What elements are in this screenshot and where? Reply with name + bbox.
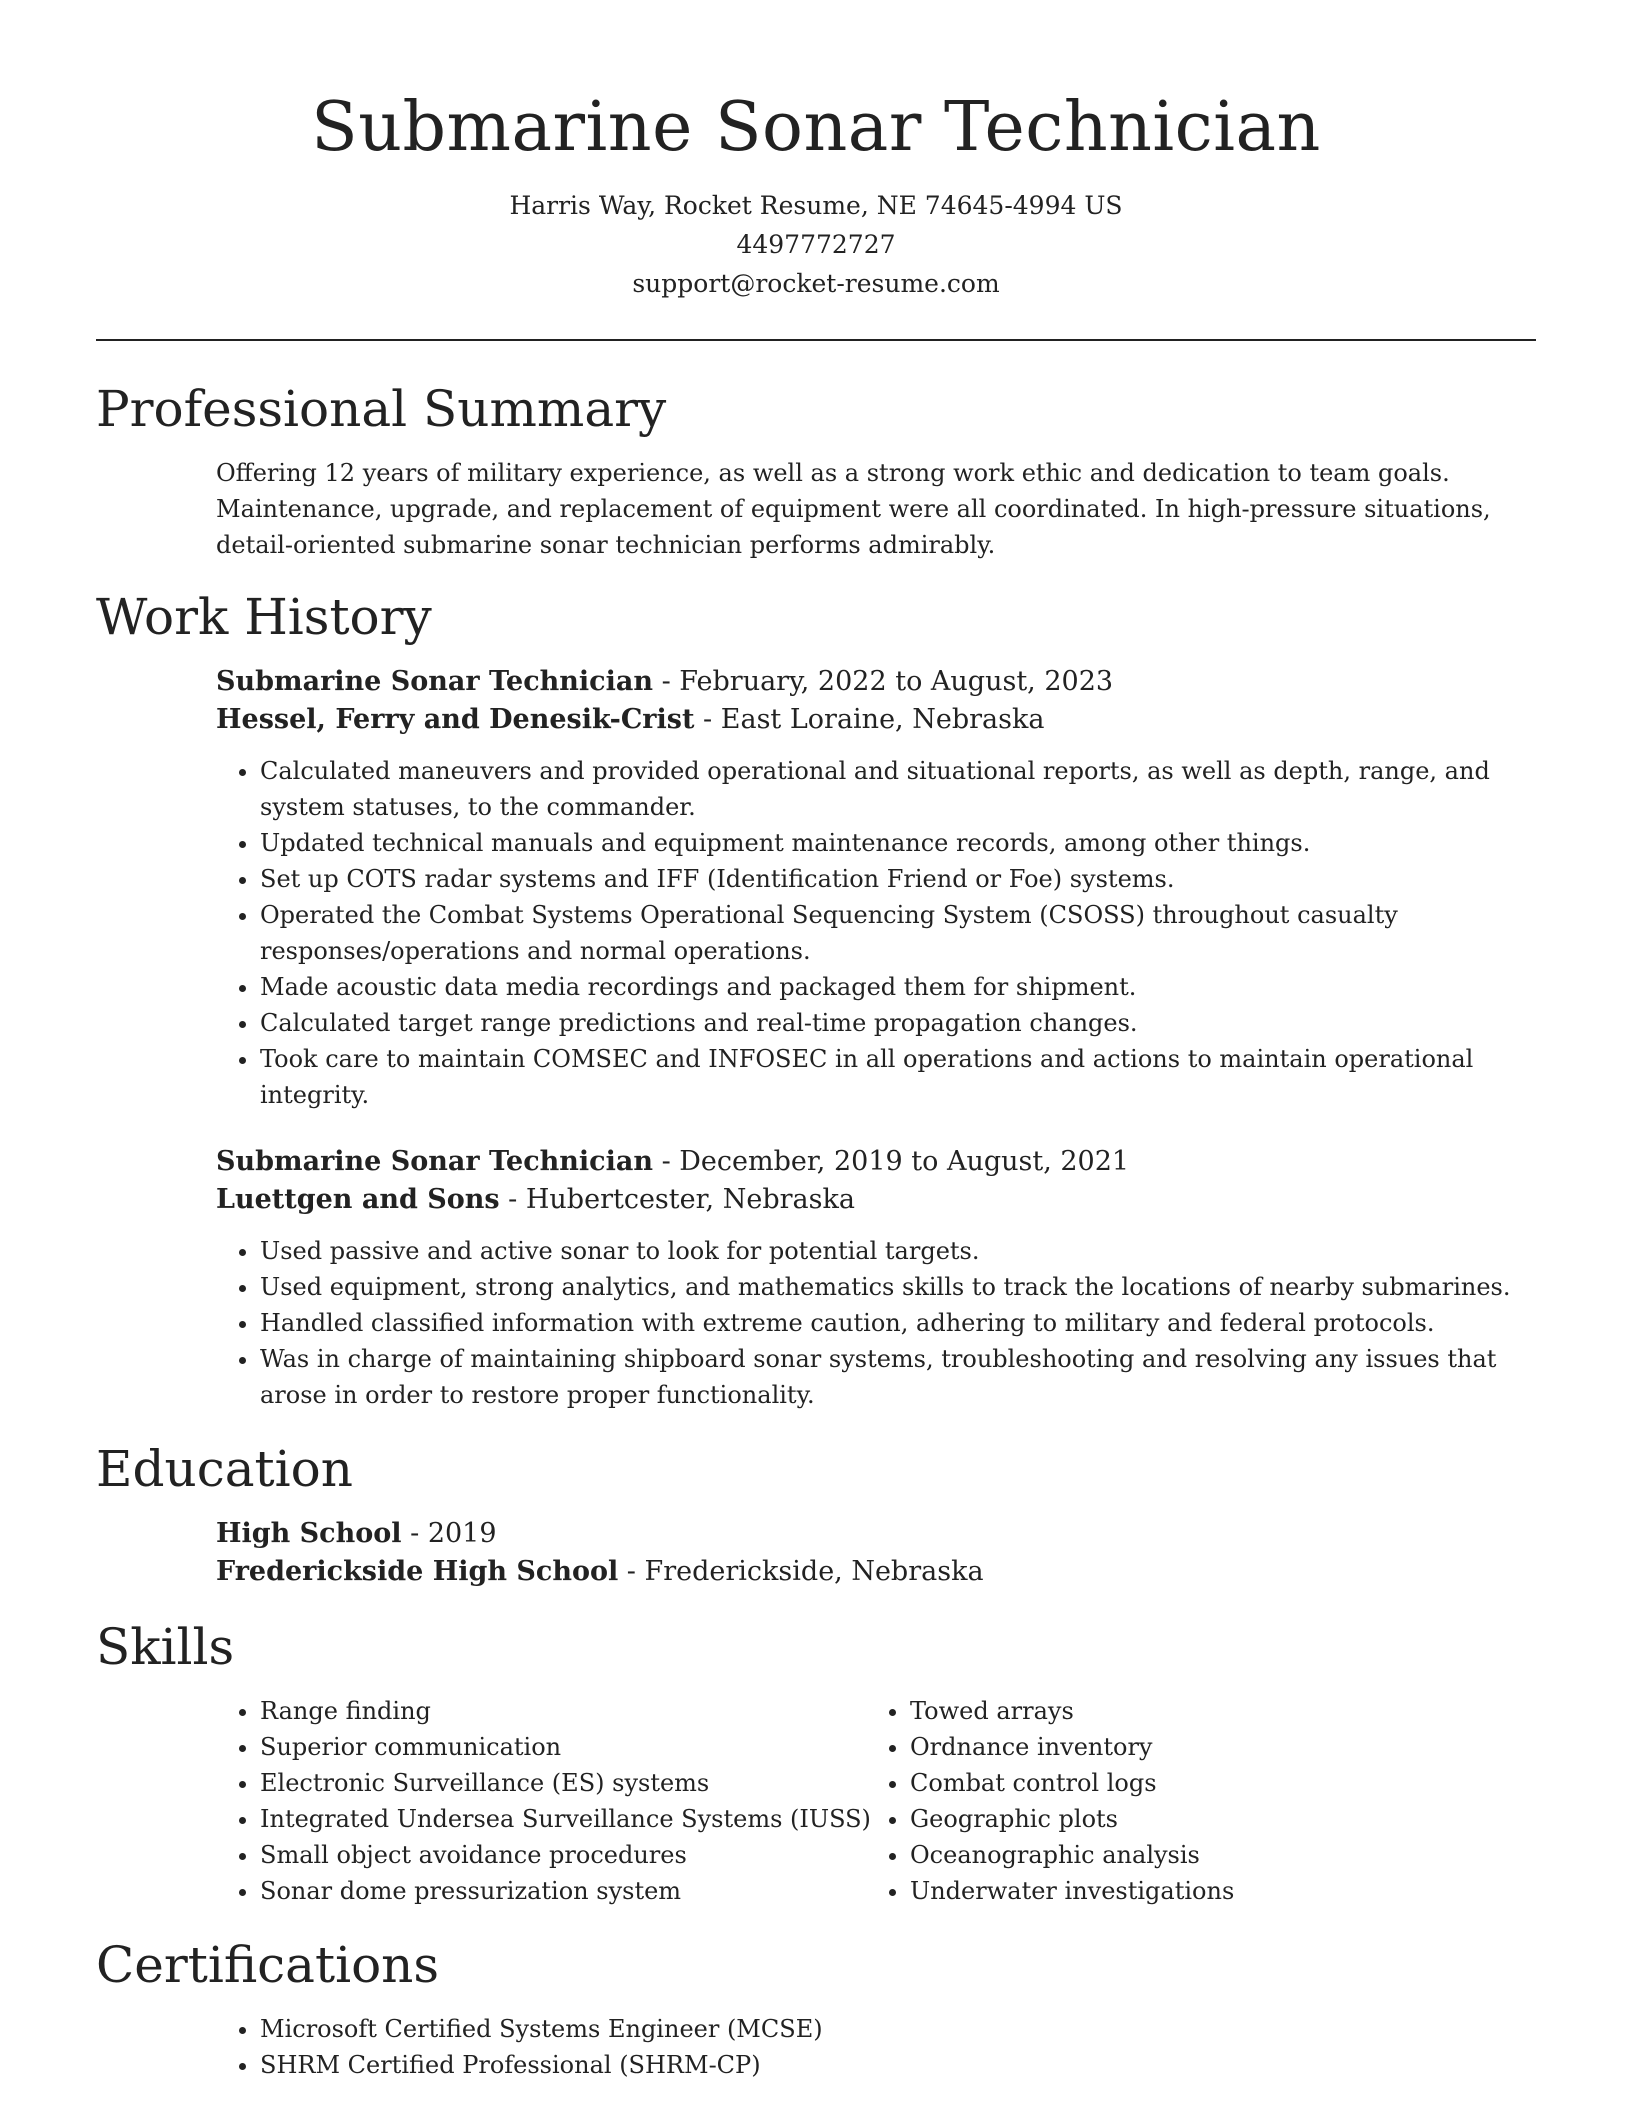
list-item: • Microsoft Certified Systems Engineer (MCSE): [260, 2011, 1536, 2047]
resume-header: [96, 0, 1536, 303]
list-item: • Oceanographic analysis: [910, 1837, 1510, 1873]
contact-phone: 4497772727: [736, 230, 896, 259]
certifications-list-wrap: [216, 2011, 1536, 2083]
section-title-skills: Skills: [96, 1618, 235, 1676]
list-item: • Ordnance inventory: [910, 1729, 1510, 1765]
list-item: • Set up COTS radar systems and IFF (Identification Friend or Foe) systems.: [260, 861, 1536, 897]
education-degree: High School: [216, 1518, 402, 1549]
section-title-certifications: Certifications: [96, 1936, 440, 1994]
job-company: Hessel, Ferry and Denesik-Crist: [216, 704, 695, 735]
summary-text: Offering 12 years of military experience, as well as a strong work ethic and dedication to team goals. Maintenance, upgrade, and replacement of equipment were all coordinated. In high-pressure situations, detail-oriented submarine sonar technician performs admirably.: [216, 459, 1491, 559]
contact-email: support@rocket-resume.com: [632, 269, 1000, 298]
list-item: • Small object avoidance procedures: [260, 1837, 866, 1873]
contact-info: [96, 186, 1536, 303]
education-degree-line: [216, 1515, 1536, 1553]
list-item: • Range finding: [260, 1693, 866, 1729]
list-item: • Electronic Surveillance (ES) systems: [260, 1765, 866, 1801]
list-item: • Sonar dome pressurization system: [260, 1873, 866, 1909]
list-item: • Handled classified information with extreme caution, adhering to military and federal protocols.: [260, 1305, 1536, 1341]
education-location: - Frederickside, Nebraska: [618, 1556, 984, 1587]
job-position: Submarine Sonar Technician: [216, 1146, 653, 1177]
job-entry: [216, 1143, 1536, 1413]
job-company-line: [216, 701, 1536, 739]
list-item: • Combat control logs: [910, 1765, 1510, 1801]
list-item: • Calculated target range predictions and real-time propagation changes.: [260, 1005, 1536, 1041]
job-company-line: [216, 1181, 1536, 1219]
list-item: • Was in charge of maintaining shipboard sonar systems, troubleshooting and resolving any issues that arose in order to restore proper functionality.: [260, 1341, 1536, 1413]
resume-page: [96, 0, 1536, 2083]
job-dates: - December, 2019 to August, 2021: [652, 1146, 1130, 1177]
section-title-summary: Professional Summary: [96, 380, 667, 438]
skills-column-left: [216, 1693, 871, 1909]
job-dates: - February, 2022 to August, 2023: [652, 666, 1114, 697]
list-item: • Used passive and active sonar to look for potential targets.: [260, 1233, 1536, 1269]
education-year: - 2019: [401, 1518, 497, 1549]
section-title-work-history: Work History: [96, 588, 432, 646]
header-divider: [96, 339, 1536, 341]
job-bullets: [216, 1233, 1536, 1413]
contact-address: Harris Way, Rocket Resume, NE 74645-4994 US: [509, 191, 1123, 220]
job-location: - Hubertcester, Nebraska: [499, 1184, 855, 1215]
list-item: • Made acoustic data media recordings and packaged them for shipment.: [260, 969, 1536, 1005]
job-title-line: [216, 663, 1536, 701]
list-item: • Calculated maneuvers and provided operational and situational reports, as well as depth, range, and system statuses, to the commander.: [260, 753, 1536, 825]
list-item: • Took care to maintain COMSEC and INFOSEC in all operations and actions to maintain operational integrity.: [260, 1041, 1536, 1113]
education-entry: [216, 1515, 1536, 1591]
certifications-list: [216, 2011, 1536, 2083]
list-item: • Geographic plots: [910, 1801, 1510, 1837]
job-location: - East Loraine, Nebraska: [694, 704, 1045, 735]
list-item: • Used equipment, strong analytics, and mathematics skills to track the locations of nearby submarines.: [260, 1269, 1536, 1305]
section-title-education: Education: [96, 1440, 353, 1498]
list-item: • Superior communication: [260, 1729, 866, 1765]
list-item: • Underwater investigations: [910, 1873, 1510, 1909]
list-item: • SHRM Certified Professional (SHRM-CP): [260, 2047, 1536, 2083]
education-school: Frederickside High School: [216, 1556, 619, 1587]
skills-column-right: [866, 1693, 1510, 1909]
education-school-line: [216, 1553, 1536, 1591]
job-title-line: [216, 1143, 1536, 1181]
resume-name: Submarine Sonar Technician: [311, 88, 1321, 167]
job-entry: [216, 663, 1536, 1113]
list-item: • Towed arrays: [910, 1693, 1510, 1729]
list-item: • Updated technical manuals and equipment maintenance records, among other things.: [260, 825, 1536, 861]
job-company: Luettgen and Sons: [216, 1184, 500, 1215]
list-item: • Operated the Combat Systems Operational Sequencing System (CSOSS) throughout casualty responses/operations and normal operations.: [260, 897, 1536, 969]
job-bullets: [216, 753, 1536, 1113]
list-item: • Integrated Undersea Surveillance Systems (IUSS): [260, 1801, 866, 1837]
job-position: Submarine Sonar Technician: [216, 666, 653, 697]
skills-grid: [216, 1693, 1536, 1909]
